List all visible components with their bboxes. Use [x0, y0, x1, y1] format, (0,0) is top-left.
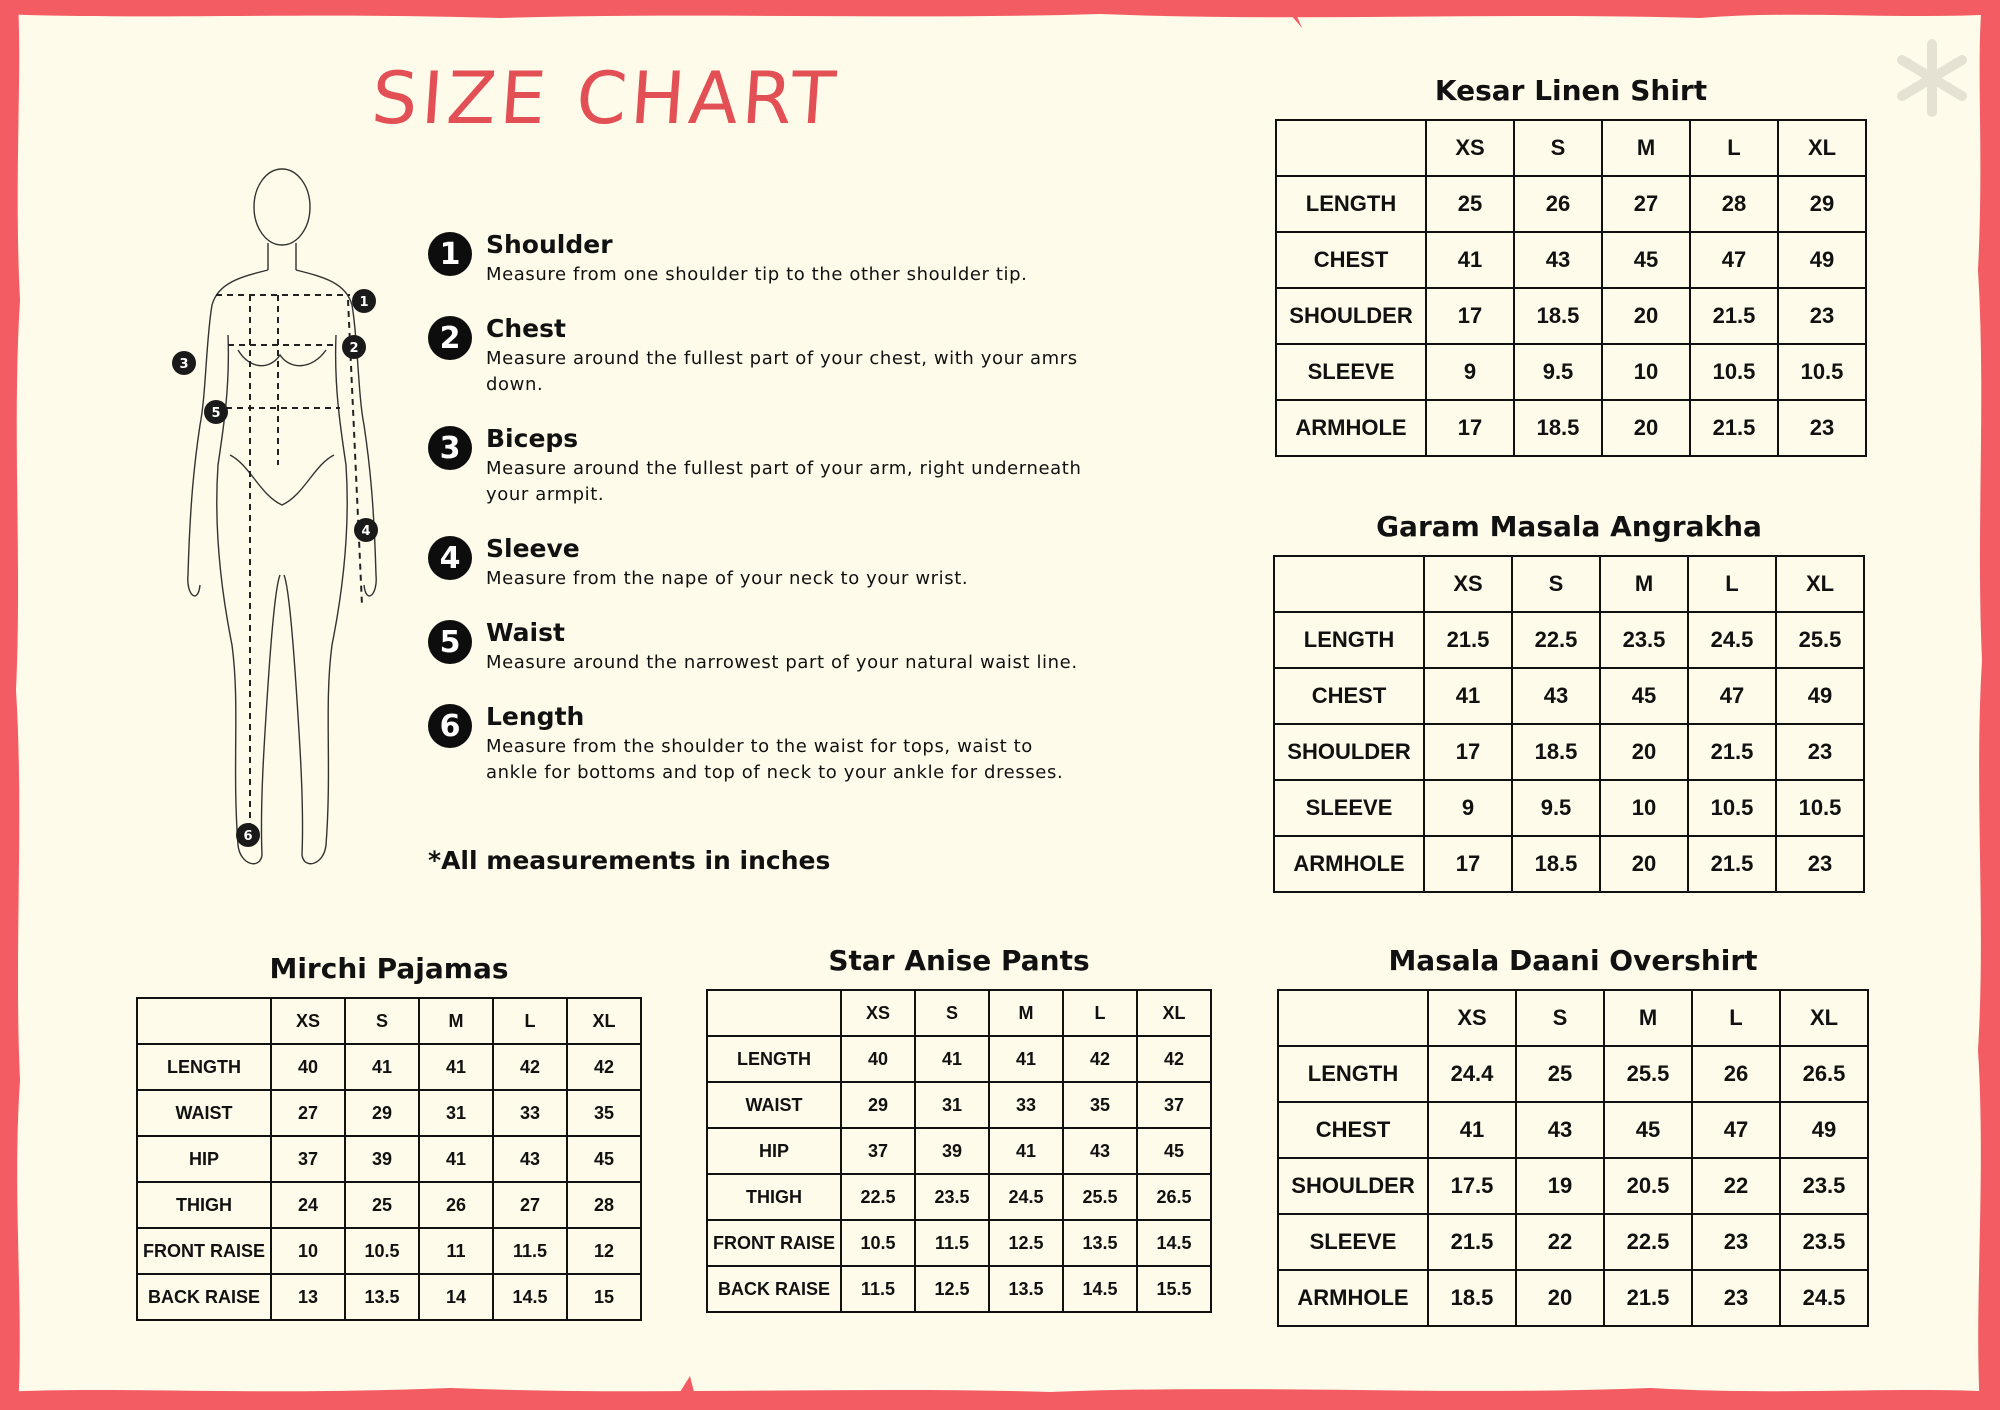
value-cell: 17.5: [1428, 1158, 1516, 1214]
value-cell: 41: [419, 1044, 493, 1090]
table-title: Garam Masala Angrakha: [1376, 510, 1762, 543]
size-header-cell: L: [1063, 990, 1137, 1036]
size-header-cell: S: [1514, 120, 1602, 176]
value-cell: 39: [345, 1136, 419, 1182]
table-title: Star Anise Pants: [828, 944, 1090, 977]
value-cell: 10: [271, 1228, 345, 1274]
value-cell: 41: [1428, 1102, 1516, 1158]
table-row: [137, 1090, 641, 1136]
size-header-cell: XS: [1424, 556, 1512, 612]
value-cell: 23.5: [1600, 612, 1688, 668]
value-cell: 14: [419, 1274, 493, 1320]
value-cell: 45: [1604, 1102, 1692, 1158]
value-cell: 21.5: [1604, 1270, 1692, 1326]
row-label-cell: BACK RAISE: [707, 1266, 841, 1312]
row-label-cell: BACK RAISE: [137, 1274, 271, 1320]
row-label-cell: ARMHOLE: [1278, 1270, 1428, 1326]
table-row: [1274, 724, 1864, 780]
guide-item-description: Measure from one shoulder tip to the other shoulder tip.: [486, 264, 1028, 285]
size-table: [1277, 989, 1869, 1327]
row-label-cell: WAIST: [707, 1082, 841, 1128]
row-label-cell: SLEEVE: [1274, 780, 1424, 836]
value-cell: 23: [1776, 724, 1864, 780]
value-cell: 22: [1692, 1158, 1780, 1214]
value-cell: 17: [1424, 836, 1512, 892]
size-header-cell: XS: [1426, 120, 1514, 176]
value-cell: 41: [989, 1036, 1063, 1082]
value-cell: 35: [567, 1090, 641, 1136]
value-cell: 25.5: [1604, 1046, 1692, 1102]
value-cell: 18.5: [1512, 836, 1600, 892]
value-cell: 45: [567, 1136, 641, 1182]
value-cell: 22: [1516, 1214, 1604, 1270]
value-cell: 10.5: [1690, 344, 1778, 400]
row-label-cell: ARMHOLE: [1276, 400, 1426, 456]
value-cell: 21.5: [1690, 400, 1778, 456]
step-number-badge: 2: [428, 316, 472, 360]
row-label-cell: CHEST: [1274, 668, 1424, 724]
value-cell: 20: [1516, 1270, 1604, 1326]
row-label-cell: CHEST: [1276, 232, 1426, 288]
value-cell: 10.5: [1776, 780, 1864, 836]
value-cell: 11.5: [915, 1220, 989, 1266]
guide-item-description: Measure from the nape of your neck to your wrist.: [486, 568, 969, 589]
value-cell: 41: [1426, 232, 1514, 288]
row-label-cell: SLEEVE: [1278, 1214, 1428, 1270]
value-cell: 45: [1600, 668, 1688, 724]
value-cell: 9.5: [1512, 780, 1600, 836]
marker-5: [204, 400, 228, 424]
svg-text:5: 5: [211, 406, 221, 421]
guide-item-waist: [428, 616, 1108, 676]
size-header-cell: L: [493, 998, 567, 1044]
table-row: [1278, 1046, 1868, 1102]
value-cell: 31: [419, 1090, 493, 1136]
table-row: [1274, 612, 1864, 668]
value-cell: 26.5: [1780, 1046, 1868, 1102]
size-table: [136, 997, 642, 1321]
value-cell: 24.4: [1428, 1046, 1516, 1102]
empty-header-cell: [1278, 990, 1428, 1046]
value-cell: 15: [567, 1274, 641, 1320]
value-cell: 18.5: [1514, 288, 1602, 344]
row-label-cell: FRONT RAISE: [707, 1220, 841, 1266]
value-cell: 25.5: [1776, 612, 1864, 668]
value-cell: 23.5: [915, 1174, 989, 1220]
value-cell: 10: [1600, 780, 1688, 836]
table-row: [1276, 400, 1866, 456]
value-cell: 14.5: [1063, 1266, 1137, 1312]
size-header-cell: XL: [1137, 990, 1211, 1036]
value-cell: 29: [345, 1090, 419, 1136]
size-header-cell: M: [1600, 556, 1688, 612]
value-cell: 28: [567, 1182, 641, 1228]
value-cell: 43: [1516, 1102, 1604, 1158]
value-cell: 26: [419, 1182, 493, 1228]
table-row: [1278, 1158, 1868, 1214]
table-row: [1278, 1270, 1868, 1326]
row-label-cell: LENGTH: [707, 1036, 841, 1082]
row-label-cell: SHOULDER: [1276, 288, 1426, 344]
value-cell: 26: [1514, 176, 1602, 232]
value-cell: 23: [1776, 836, 1864, 892]
value-cell: 26.5: [1137, 1174, 1211, 1220]
value-cell: 47: [1690, 232, 1778, 288]
row-label-cell: HIP: [137, 1136, 271, 1182]
value-cell: 23: [1692, 1214, 1780, 1270]
size-header-cell: L: [1690, 120, 1778, 176]
value-cell: 17: [1424, 724, 1512, 780]
masala-daani-overshirt-table: [1277, 944, 1869, 1327]
value-cell: 17: [1426, 288, 1514, 344]
value-cell: 11.5: [493, 1228, 567, 1274]
guide-item-biceps: [428, 422, 1108, 508]
row-label-cell: SHOULDER: [1278, 1158, 1428, 1214]
value-cell: 21.5: [1688, 724, 1776, 780]
header-row: [137, 998, 641, 1044]
value-cell: 47: [1688, 668, 1776, 724]
table-row: [1274, 836, 1864, 892]
marker-2: [342, 335, 366, 359]
value-cell: 22.5: [841, 1174, 915, 1220]
value-cell: 49: [1780, 1102, 1868, 1158]
value-cell: 18.5: [1512, 724, 1600, 780]
svg-text:4: 4: [361, 524, 371, 539]
guide-item-title: Chest: [486, 314, 566, 343]
value-cell: 43: [493, 1136, 567, 1182]
value-cell: 49: [1778, 232, 1866, 288]
row-label-cell: WAIST: [137, 1090, 271, 1136]
row-label-cell: CHEST: [1278, 1102, 1428, 1158]
guide-item-shoulder: [428, 228, 1108, 288]
value-cell: 9: [1426, 344, 1514, 400]
table-row: [707, 1128, 1211, 1174]
guide-item-chest: [428, 312, 1108, 398]
value-cell: 43: [1063, 1128, 1137, 1174]
row-label-cell: LENGTH: [1276, 176, 1426, 232]
step-number-badge: 6: [428, 704, 472, 748]
value-cell: 9: [1424, 780, 1512, 836]
table-row: [137, 1274, 641, 1320]
guide-item-sleeve: [428, 532, 1108, 592]
size-header-cell: XL: [1776, 556, 1864, 612]
value-cell: 33: [493, 1090, 567, 1136]
value-cell: 20: [1602, 400, 1690, 456]
step-number-badge: 4: [428, 536, 472, 580]
value-cell: 43: [1514, 232, 1602, 288]
value-cell: 39: [915, 1128, 989, 1174]
value-cell: 24: [271, 1182, 345, 1228]
guide-item-description: Measure around the fullest part of your arm, right underneath your armpit.: [486, 458, 1082, 505]
row-label-cell: SHOULDER: [1274, 724, 1424, 780]
size-header-cell: XS: [841, 990, 915, 1036]
empty-header-cell: [1276, 120, 1426, 176]
kesar-linen-shirt-table: [1275, 74, 1867, 457]
size-header-cell: XL: [1778, 120, 1866, 176]
page-title: SIZE CHART: [369, 56, 843, 140]
value-cell: 25: [345, 1182, 419, 1228]
table-row: [137, 1136, 641, 1182]
row-label-cell: SLEEVE: [1276, 344, 1426, 400]
value-cell: 24.5: [1780, 1270, 1868, 1326]
value-cell: 22.5: [1604, 1214, 1692, 1270]
value-cell: 13: [271, 1274, 345, 1320]
value-cell: 27: [1602, 176, 1690, 232]
empty-header-cell: [137, 998, 271, 1044]
size-header-cell: S: [915, 990, 989, 1036]
table-row: [1276, 344, 1866, 400]
garam-masala-angrakha-table: [1273, 510, 1865, 893]
value-cell: 14.5: [493, 1274, 567, 1320]
table-row: [707, 1220, 1211, 1266]
body-measurement-figure: [160, 165, 390, 885]
table-row: [137, 1182, 641, 1228]
value-cell: 41: [989, 1128, 1063, 1174]
value-cell: 13.5: [989, 1266, 1063, 1312]
row-label-cell: THIGH: [707, 1174, 841, 1220]
value-cell: 24.5: [989, 1174, 1063, 1220]
value-cell: 28: [1690, 176, 1778, 232]
value-cell: 10.5: [345, 1228, 419, 1274]
size-header-cell: XL: [567, 998, 641, 1044]
value-cell: 26: [1692, 1046, 1780, 1102]
size-header-cell: XS: [1428, 990, 1516, 1046]
size-header-cell: XL: [1780, 990, 1868, 1046]
svg-text:2: 2: [349, 341, 359, 356]
value-cell: 21.5: [1428, 1214, 1516, 1270]
value-cell: 25: [1516, 1046, 1604, 1102]
value-cell: 40: [841, 1036, 915, 1082]
value-cell: 13.5: [1063, 1220, 1137, 1266]
value-cell: 37: [841, 1128, 915, 1174]
value-cell: 27: [271, 1090, 345, 1136]
marker-4: [354, 518, 378, 542]
empty-header-cell: [707, 990, 841, 1036]
value-cell: 12.5: [915, 1266, 989, 1312]
value-cell: 31: [915, 1082, 989, 1128]
size-header-cell: L: [1688, 556, 1776, 612]
value-cell: 41: [1424, 668, 1512, 724]
guide-item-title: Sleeve: [486, 534, 580, 563]
value-cell: 41: [915, 1036, 989, 1082]
row-label-cell: LENGTH: [1274, 612, 1424, 668]
value-cell: 20.5: [1604, 1158, 1692, 1214]
marker-1: [352, 289, 376, 313]
table-row: [137, 1044, 641, 1090]
value-cell: 35: [1063, 1082, 1137, 1128]
guide-item-description: Measure around the narrowest part of your natural waist line.: [486, 652, 1078, 673]
header-row: [707, 990, 1211, 1036]
value-cell: 41: [419, 1136, 493, 1182]
value-cell: 25.5: [1063, 1174, 1137, 1220]
empty-header-cell: [1274, 556, 1424, 612]
value-cell: 23.5: [1780, 1214, 1868, 1270]
table-row: [1274, 668, 1864, 724]
value-cell: 9.5: [1514, 344, 1602, 400]
value-cell: 45: [1602, 232, 1690, 288]
value-cell: 37: [1137, 1082, 1211, 1128]
header-row: [1274, 556, 1864, 612]
value-cell: 27: [493, 1182, 567, 1228]
value-cell: 17: [1426, 400, 1514, 456]
value-cell: 42: [1137, 1036, 1211, 1082]
size-table: [1275, 119, 1867, 457]
row-label-cell: FRONT RAISE: [137, 1228, 271, 1274]
size-table: [1273, 555, 1865, 893]
guide-item-title: Shoulder: [486, 230, 613, 259]
value-cell: 12: [567, 1228, 641, 1274]
size-header-cell: S: [1516, 990, 1604, 1046]
mirchi-pajamas-table: [136, 952, 642, 1321]
guide-item-title: Length: [486, 702, 585, 731]
table-title: Mirchi Pajamas: [269, 952, 509, 985]
value-cell: 49: [1776, 668, 1864, 724]
star-anise-pants-table: [706, 944, 1212, 1313]
value-cell: 42: [493, 1044, 567, 1090]
size-header-cell: S: [1512, 556, 1600, 612]
value-cell: 37: [271, 1136, 345, 1182]
value-cell: 41: [345, 1044, 419, 1090]
guide-item-description: Measure around the fullest part of your chest, with your amrs down.: [486, 348, 1078, 395]
value-cell: 29: [1778, 176, 1866, 232]
value-cell: 11: [419, 1228, 493, 1274]
table-row: [1276, 232, 1866, 288]
table-row: [1278, 1102, 1868, 1158]
size-header-cell: S: [345, 998, 419, 1044]
marker-3: [172, 351, 196, 375]
step-number-badge: 1: [428, 232, 472, 276]
row-label-cell: THIGH: [137, 1182, 271, 1228]
value-cell: 20: [1602, 288, 1690, 344]
value-cell: 23: [1778, 288, 1866, 344]
value-cell: 29: [841, 1082, 915, 1128]
table-title: Kesar Linen Shirt: [1434, 74, 1708, 107]
size-header-cell: M: [1604, 990, 1692, 1046]
header-row: [1278, 990, 1868, 1046]
value-cell: 22.5: [1512, 612, 1600, 668]
value-cell: 45: [1137, 1128, 1211, 1174]
size-header-cell: M: [419, 998, 493, 1044]
value-cell: 20: [1600, 724, 1688, 780]
table-row: [137, 1228, 641, 1274]
value-cell: 42: [567, 1044, 641, 1090]
value-cell: 43: [1512, 668, 1600, 724]
svg-text:3: 3: [179, 357, 189, 372]
row-label-cell: LENGTH: [137, 1044, 271, 1090]
table-title: Masala Daani Overshirt: [1388, 944, 1758, 977]
value-cell: 42: [1063, 1036, 1137, 1082]
value-cell: 47: [1692, 1102, 1780, 1158]
row-label-cell: ARMHOLE: [1274, 836, 1424, 892]
header-row: [1276, 120, 1866, 176]
value-cell: 11.5: [841, 1266, 915, 1312]
size-header-cell: M: [1602, 120, 1690, 176]
step-number-badge: 3: [428, 426, 472, 470]
marker-6: [236, 823, 260, 847]
value-cell: 10.5: [1688, 780, 1776, 836]
size-header-cell: L: [1692, 990, 1780, 1046]
value-cell: 25: [1426, 176, 1514, 232]
value-cell: 33: [989, 1082, 1063, 1128]
value-cell: 23: [1692, 1270, 1780, 1326]
guide-item-description: Measure from the shoulder to the waist for tops, waist to ankle for bottoms and top of neck to your ankle for dresses.: [486, 736, 1064, 783]
value-cell: 19: [1516, 1158, 1604, 1214]
table-row: [1276, 288, 1866, 344]
table-row: [1278, 1214, 1868, 1270]
size-header-cell: M: [989, 990, 1063, 1036]
value-cell: 24.5: [1688, 612, 1776, 668]
size-table: [706, 989, 1212, 1313]
value-cell: 23: [1778, 400, 1866, 456]
value-cell: 18.5: [1514, 400, 1602, 456]
guide-item-title: Biceps: [486, 424, 579, 453]
value-cell: 15.5: [1137, 1266, 1211, 1312]
table-row: [707, 1082, 1211, 1128]
value-cell: 40: [271, 1044, 345, 1090]
measurement-note: *All measurements in inches: [428, 846, 831, 875]
value-cell: 23.5: [1780, 1158, 1868, 1214]
table-row: [707, 1174, 1211, 1220]
guide-item-title: Waist: [486, 618, 565, 647]
svg-text:1: 1: [359, 295, 369, 310]
table-row: [707, 1266, 1211, 1312]
size-header-cell: XS: [271, 998, 345, 1044]
value-cell: 10: [1602, 344, 1690, 400]
value-cell: 21.5: [1690, 288, 1778, 344]
asterisk-doodle-icon: [1892, 38, 1972, 118]
table-row: [707, 1036, 1211, 1082]
value-cell: 21.5: [1424, 612, 1512, 668]
value-cell: 10.5: [841, 1220, 915, 1266]
guide-item-length: [428, 700, 1108, 786]
value-cell: 12.5: [989, 1220, 1063, 1266]
row-label-cell: HIP: [707, 1128, 841, 1174]
value-cell: 20: [1600, 836, 1688, 892]
value-cell: 18.5: [1428, 1270, 1516, 1326]
table-row: [1274, 780, 1864, 836]
value-cell: 10.5: [1778, 344, 1866, 400]
value-cell: 13.5: [345, 1274, 419, 1320]
table-row: [1276, 176, 1866, 232]
value-cell: 14.5: [1137, 1220, 1211, 1266]
svg-text:6: 6: [243, 829, 253, 844]
step-number-badge: 5: [428, 620, 472, 664]
row-label-cell: LENGTH: [1278, 1046, 1428, 1102]
value-cell: 21.5: [1688, 836, 1776, 892]
measurement-guide: [428, 228, 1108, 810]
